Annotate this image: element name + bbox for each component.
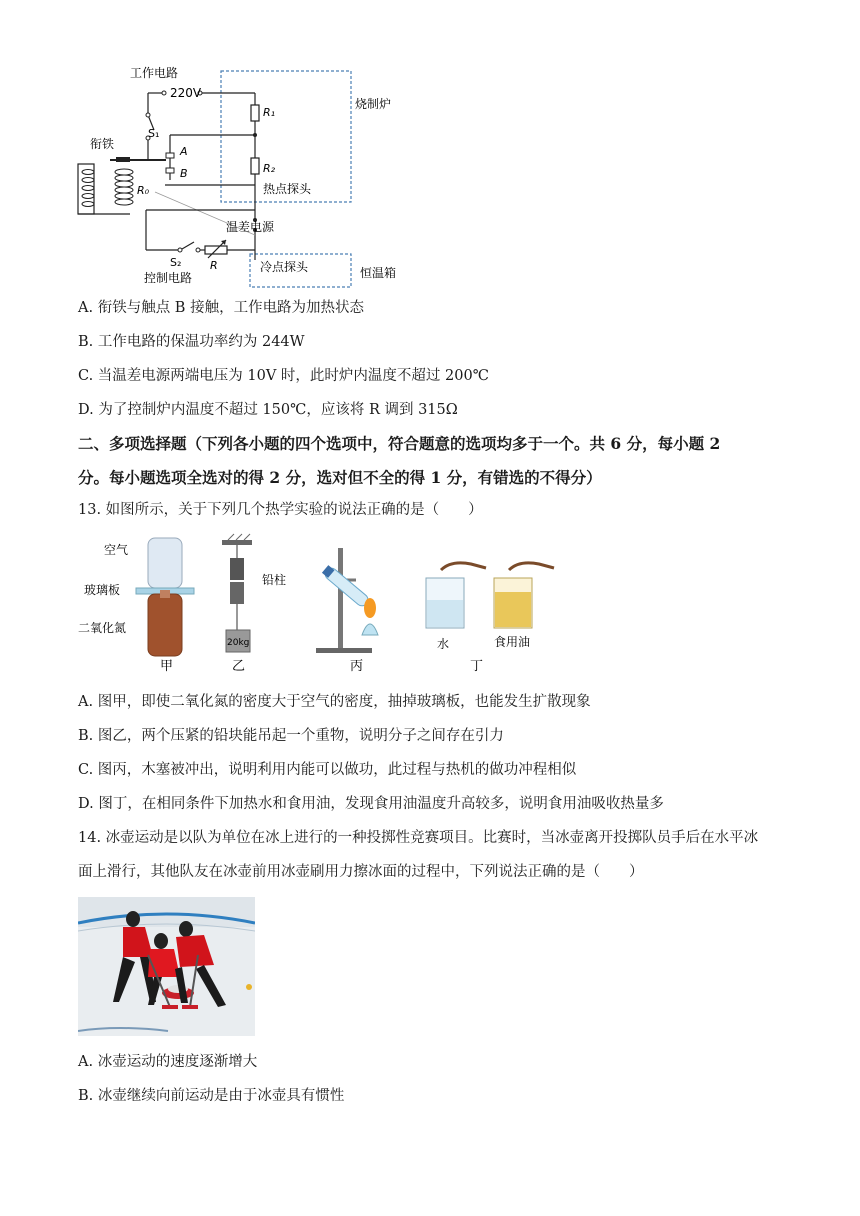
- caption-ding: 丁: [470, 659, 484, 674]
- contact-a-label: A: [180, 145, 188, 158]
- q14-option-b: B. 冰壶继续向前运动是由于冰壶具有惯性: [78, 1088, 345, 1104]
- q13-option-c: C. 图丙，木塞被冲出，说明利用内能可以做功，此过程与热机的做功冲程相似: [78, 762, 577, 778]
- q13-option-a: A. 图甲，即使二氧化氮的密度大于空气的密度，抽掉玻璃板，也能发生扩散现象: [78, 694, 591, 710]
- q12-option-b: B. 工作电路的保温功率约为 244W: [78, 334, 305, 350]
- armature-label: 衔铁: [90, 137, 115, 151]
- r1-label: R₁: [263, 106, 276, 119]
- temp-diff-source-label: 温差电源: [226, 220, 275, 234]
- cold-probe-label: 冷点探头: [260, 260, 309, 274]
- q12-option-c: C. 当温差电源两端电压为 10V 时，此时炉内温度不超过 200℃: [78, 368, 489, 384]
- curling-photo: [78, 897, 255, 1036]
- control-circuit-label: 控制电路: [144, 271, 193, 285]
- thermal-experiments-figure: [76, 530, 576, 680]
- caption-yi: 乙: [232, 659, 246, 674]
- furnace-label: 烧制炉: [355, 97, 392, 111]
- water-label: 水: [437, 637, 450, 651]
- s1-label: S₁: [148, 127, 160, 140]
- q13-option-d: D. 图丁，在相同条件下加热水和食用油，发现食用油温度升高较多，说明食用油吸收热量多: [78, 796, 664, 812]
- voltage-label: 220V: [170, 86, 202, 100]
- caption-bing: 丙: [350, 659, 364, 674]
- r2-label: R₂: [263, 162, 276, 175]
- relay-circuit-diagram: [70, 60, 420, 290]
- q13-stem: 13. 如图所示，关于下列几个热学实验的说法正确的是（ ）: [78, 502, 483, 518]
- r0-label: R₀: [137, 184, 150, 197]
- oil-label: 食用油: [494, 635, 531, 649]
- glass-plate-label: 玻璃板: [84, 583, 121, 597]
- work-circuit-label: 工作电路: [130, 66, 179, 80]
- s2-label: S₂: [170, 256, 182, 269]
- r-label: R: [210, 259, 218, 272]
- caption-jia: 甲: [160, 659, 174, 674]
- section2-heading-line1: 二、多项选择题（下列各小题的四个选项中，符合题意的选项均多于一个。共 6 分，每小题 2: [78, 434, 721, 453]
- q14-stem-line1: 14. 冰壶运动是以队为单位在冰上进行的一种投掷性竞赛项目。比赛时，当冰壶离开投掷队员手后在水平冰: [78, 830, 759, 846]
- q12-option-d: D. 为了控制炉内温度不超过 150℃，应该将 R 调到 315Ω: [78, 402, 458, 418]
- lead-cylinder-label: 铅柱: [262, 573, 287, 587]
- hot-probe-label: 热点探头: [263, 182, 312, 196]
- weight-label: 20kg: [227, 638, 250, 648]
- q13-option-b: B. 图乙，两个压紧的铅块能吊起一个重物，说明分子之间存在引力: [78, 728, 504, 744]
- air-label: 空气: [104, 543, 129, 557]
- section2-heading-line2: 分。每小题选项全选对的得 2 分，选对但不全的得 1 分，有错选的不得分）: [78, 468, 602, 487]
- contact-b-label: B: [180, 167, 188, 180]
- thermostat-label: 恒温箱: [360, 266, 397, 280]
- q12-option-a: A. 衔铁与触点 B 接触，工作电路为加热状态: [78, 300, 365, 316]
- q14-stem-line2: 面上滑行，其他队友在冰壶前用冰壶刷用力擦冰面的过程中，下列说法正确的是（ ）: [78, 864, 644, 880]
- no2-label: 二氧化氮: [78, 621, 127, 635]
- q14-option-a: A. 冰壶运动的速度逐渐增大: [78, 1054, 258, 1070]
